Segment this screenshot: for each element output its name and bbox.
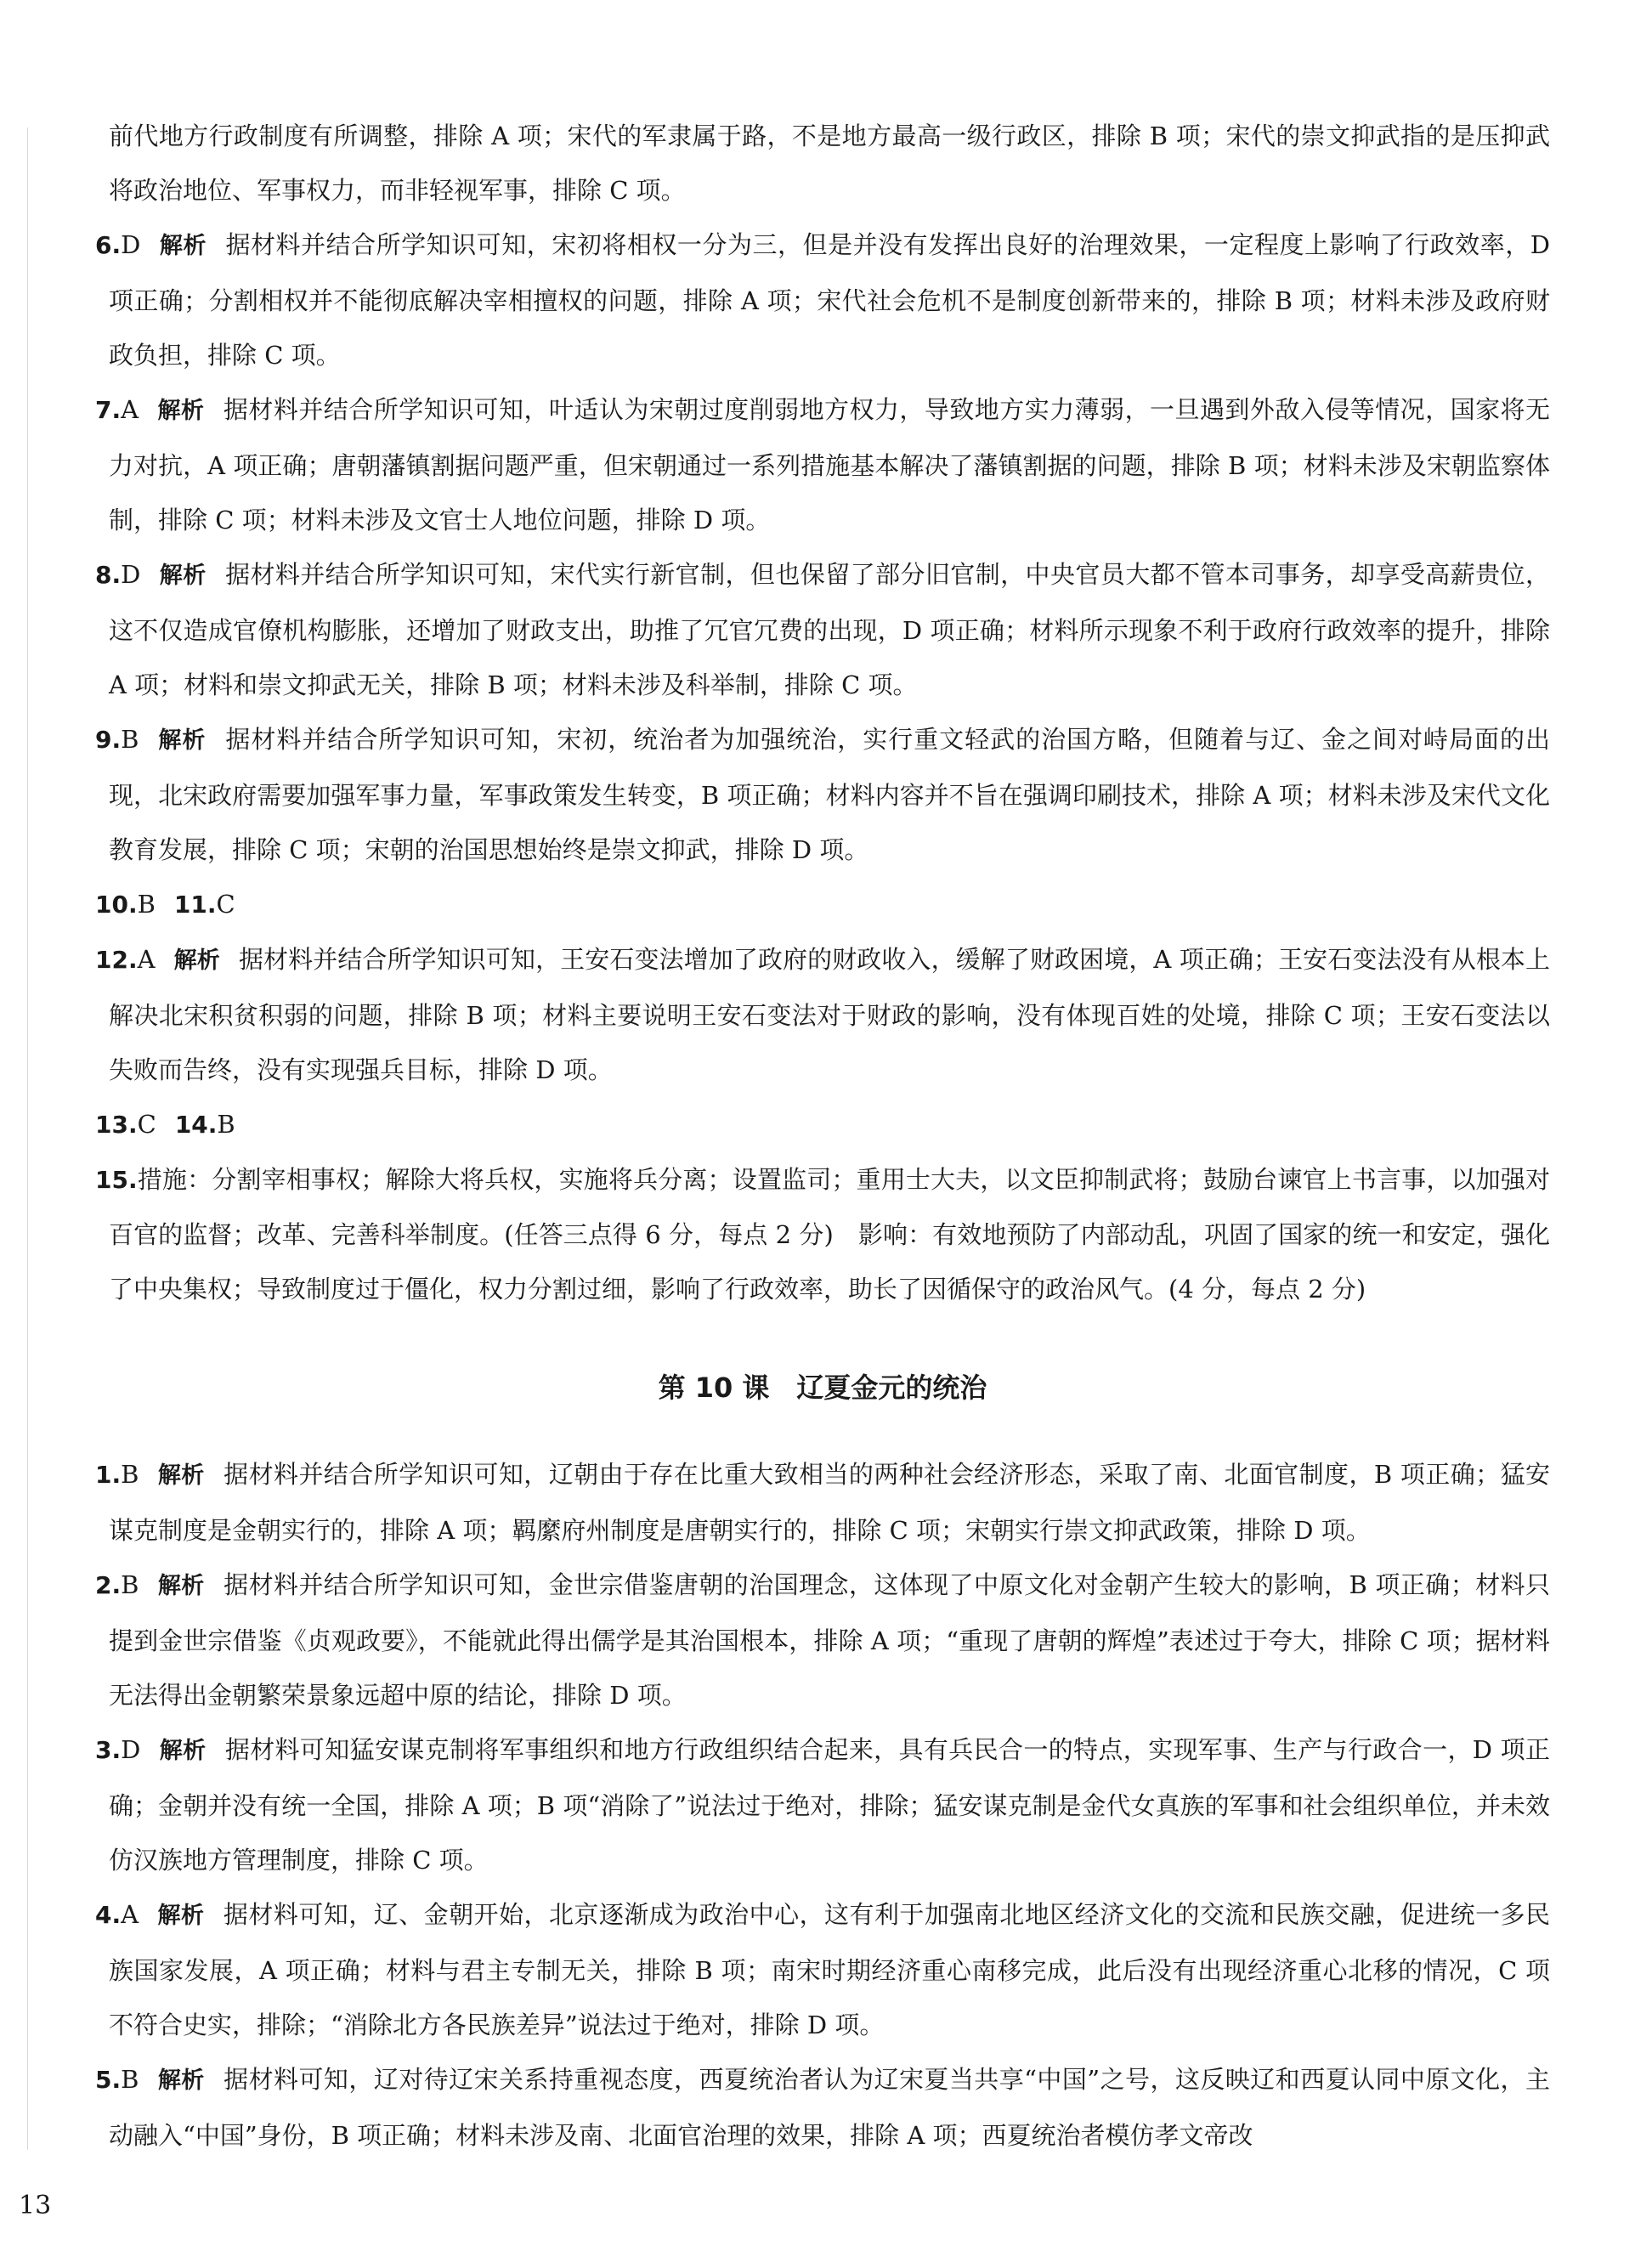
item-answer: B [121,1570,139,1599]
analysis-label: 解析 [157,2067,205,2094]
continuation-paragraph [95,109,1550,218]
lesson10-item-4 [95,1887,1550,2052]
item-explanation: 据材料可知猛安谋克制将军事组织和地方行政组织结合起来，具有兵民合一的特点，实现军事、生产与行政合一，D 项正确；金朝并没有统一全国，排除 A 项；B 项“消除了”说法过于绝对，排除；猛安谋克制是金代女真族的军事和社会组织单位，并未效仿汉族地方管理制度，排除 C 项。 [109,1735,1550,1875]
answer-content [95,109,1550,2163]
page-number: 13 [19,2191,52,2220]
item-explanation: 据材料并结合所学知识可知，金世宗借鉴唐朝的治国理念，这体现了中原文化对金朝产生较大的影响，B 项正确；材料只提到金世宗借鉴《贞观政要》，不能就此得出儒学是其治国根本，排除 A 项；“重现了唐朝的辉煌”表述过于夸大，排除 C 项；据材料无法得出金朝繁荣景象远超中原的结论，排除 D 项。 [109,1570,1550,1710]
item-number: 8. [95,561,122,589]
analysis-label: 解析 [159,233,206,259]
item-answer: C [137,1110,156,1139]
lesson10-item-2 [95,1558,1550,1722]
item-number: 12. [95,946,138,974]
answer-item-8 [95,547,1550,712]
item-answer: B [121,2065,139,2094]
item-number: 2. [95,1571,122,1599]
answer-items-10-11 [95,877,1550,932]
item-number: 14. [174,1111,218,1139]
item-explanation: 据材料并结合所学知识可知，叶适认为宋朝过度削弱地方权力，导致地方实力薄弱，一旦遇到外敌入侵等情况，国家将无力对抗，A 项正确；唐朝藩镇割据问题严重，但宋朝通过一系列措施基本解决了藩镇割据的问题，排除 B 项；材料未涉及宋朝监察体制，排除 C 项；材料未涉及文官士人地位问题，排除 D 项。 [109,395,1550,534]
item-answer: D [121,560,141,589]
item-answer: D [121,1735,141,1764]
item-number: 15. [95,1166,138,1194]
item-explanation: 据材料并结合所学知识可知，宋初将相权一分为三，但是并没有发挥出良好的治理效果，一定程度上影响了行政效率，D 项正确；分割相权并不能彻底解决宰相擅权的问题，排除 A 项；宋代社会危机不是制度创新带来的，排除 B 项；材料未涉及政府财政负担，排除 C 项。 [109,230,1550,370]
lesson10-item-5 [95,2052,1550,2163]
item-number: 1. [95,1461,122,1489]
analysis-label: 解析 [157,727,206,754]
answer-item-7 [95,382,1550,547]
item-number: 11. [173,891,217,919]
analysis-label: 解析 [159,563,206,589]
answer-item-9 [95,712,1550,877]
item-explanation: 据材料并结合所学知识可知，宋初，统治者为加强统治，实行重文轻武的治国方略，但随着与辽、金之间对峙局面的出现，北宋政府需要加强军事力量，军事政策发生转变，B 项正确；材料内容并不旨在强调印刷技术，排除 A 项；材料未涉及宋代文化教育发展，排除 C 项；宋朝的治国思想始终是崇文抑武，排除 D 项。 [109,725,1550,864]
analysis-label: 解析 [157,1903,205,1929]
item-explanation: 据材料可知，辽对待辽宋关系持重视态度，西夏统治者认为辽宋夏当共享“中国”之号，这反映辽和西夏认同中原文化，主动融入“中国”身份，B 项正确；材料未涉及南、北面官治理的效果，排除 A 项；西夏统治者模仿孝文帝改 [109,2065,1550,2150]
item-answer: A [121,395,139,424]
answer-item-12 [95,932,1550,1097]
analysis-label: 解析 [173,947,220,974]
item-answer: D [121,230,141,259]
item-number: 9. [95,726,122,754]
analysis-label: 解析 [157,398,205,424]
section-title: 第 10 课 辽夏金元的统治 [658,1372,987,1404]
item-explanation: 据材料并结合所学知识可知，宋代实行新官制，但也保留了部分旧官制，中央官员大都不管本司事务，却享受高薪贵位，这不仅造成官僚机构膨胀，还增加了财政支出，助推了冗官冗费的出现，D 项正确；材料所示现象不利于政府行政效率的提升，排除 A 项；材料和崇文抑武无关，排除 B 项；材料未涉及科举制，排除 C 项。 [109,560,1550,699]
answer-item-6 [95,218,1550,382]
item-explanation: 据材料可知，辽、金朝开始，北京逐渐成为政治中心，这有利于加强南北地区经济文化的交流和民族交融，促进统一多民族国家发展，A 项正确；材料与君主专制无关，排除 B 项；南宋时期经济重心南移完成，此后没有出现经济重心北移的情况，C 项不符合史实，排除；“消除北方各民族差异”说法过于绝对，排除 D 项。 [109,1900,1550,2039]
analysis-label: 解析 [159,1738,206,1764]
item-explanation: 措施：分割宰相事权；解除大将兵权，实施将兵分离；设置监司；重用士大夫，以文臣抑制武将；鼓励台谏官上书言事，以加强对百官的监督；改革、完善科举制度。(任答三点得 6 分，每点 2 分) 影响：有效地预防了内部动乱，巩固了国家的统一和安定，强化了中央集权；导致制度过于僵化，权力分割过细，影响了行政效率，助长了因循保守的政治风气。(4 分，每点 2 分) [109,1165,1550,1304]
item-number: 4. [95,1901,122,1929]
item-explanation: 据材料并结合所学知识可知，王安石变法增加了政府的财政收入，缓解了财政困境，A 项正确；王安石变法没有从根本上解决北宋积贫积弱的问题，排除 B 项；材料主要说明王安石变法对于财政的影响，没有体现百姓的处境，排除 C 项；王安石变法以失败而告终，没有实现强兵目标，排除 D 项。 [109,945,1551,1084]
item-number: 3. [95,1736,122,1764]
lesson10-item-3 [95,1722,1550,1887]
lesson10-item-1 [95,1447,1550,1558]
item-answer: B [137,890,156,919]
answer-item-15 [95,1152,1550,1316]
answer-items-13-14 [95,1097,1550,1152]
binding-margin-line [27,127,28,2150]
item-answer: A [137,945,156,974]
item-number: 5. [95,2066,122,2094]
analysis-label: 解析 [157,1462,205,1489]
item-number: 6. [95,231,122,259]
item-number: 13. [95,1111,138,1139]
item-answer: B [121,725,139,754]
item-answer: A [121,1900,139,1929]
item-answer: B [121,1460,139,1489]
analysis-label: 解析 [157,1573,205,1599]
item-explanation: 据材料并结合所学知识可知，辽朝由于存在比重大致相当的两种社会经济形态，采取了南、北面官制度，B 项正确；猛安谋克制度是金朝实行的，排除 A 项；羁縻府州制度是唐朝实行的，排除 C 项；宋朝实行崇文抑武政策，排除 D 项。 [109,1460,1550,1545]
item-number: 10. [95,891,138,919]
item-number: 7. [95,396,122,424]
item-answer: B [217,1110,235,1139]
item-answer: C [216,890,235,919]
continuation-text: 前代地方行政制度有所调整，排除 A 项；宋代的军隶属于路，不是地方最高一级行政区，排除 B 项；宋代的崇文抑武指的是压抑武将政治地位、军事权力，而非轻视军事，排除 C 项。 [109,122,1550,205]
